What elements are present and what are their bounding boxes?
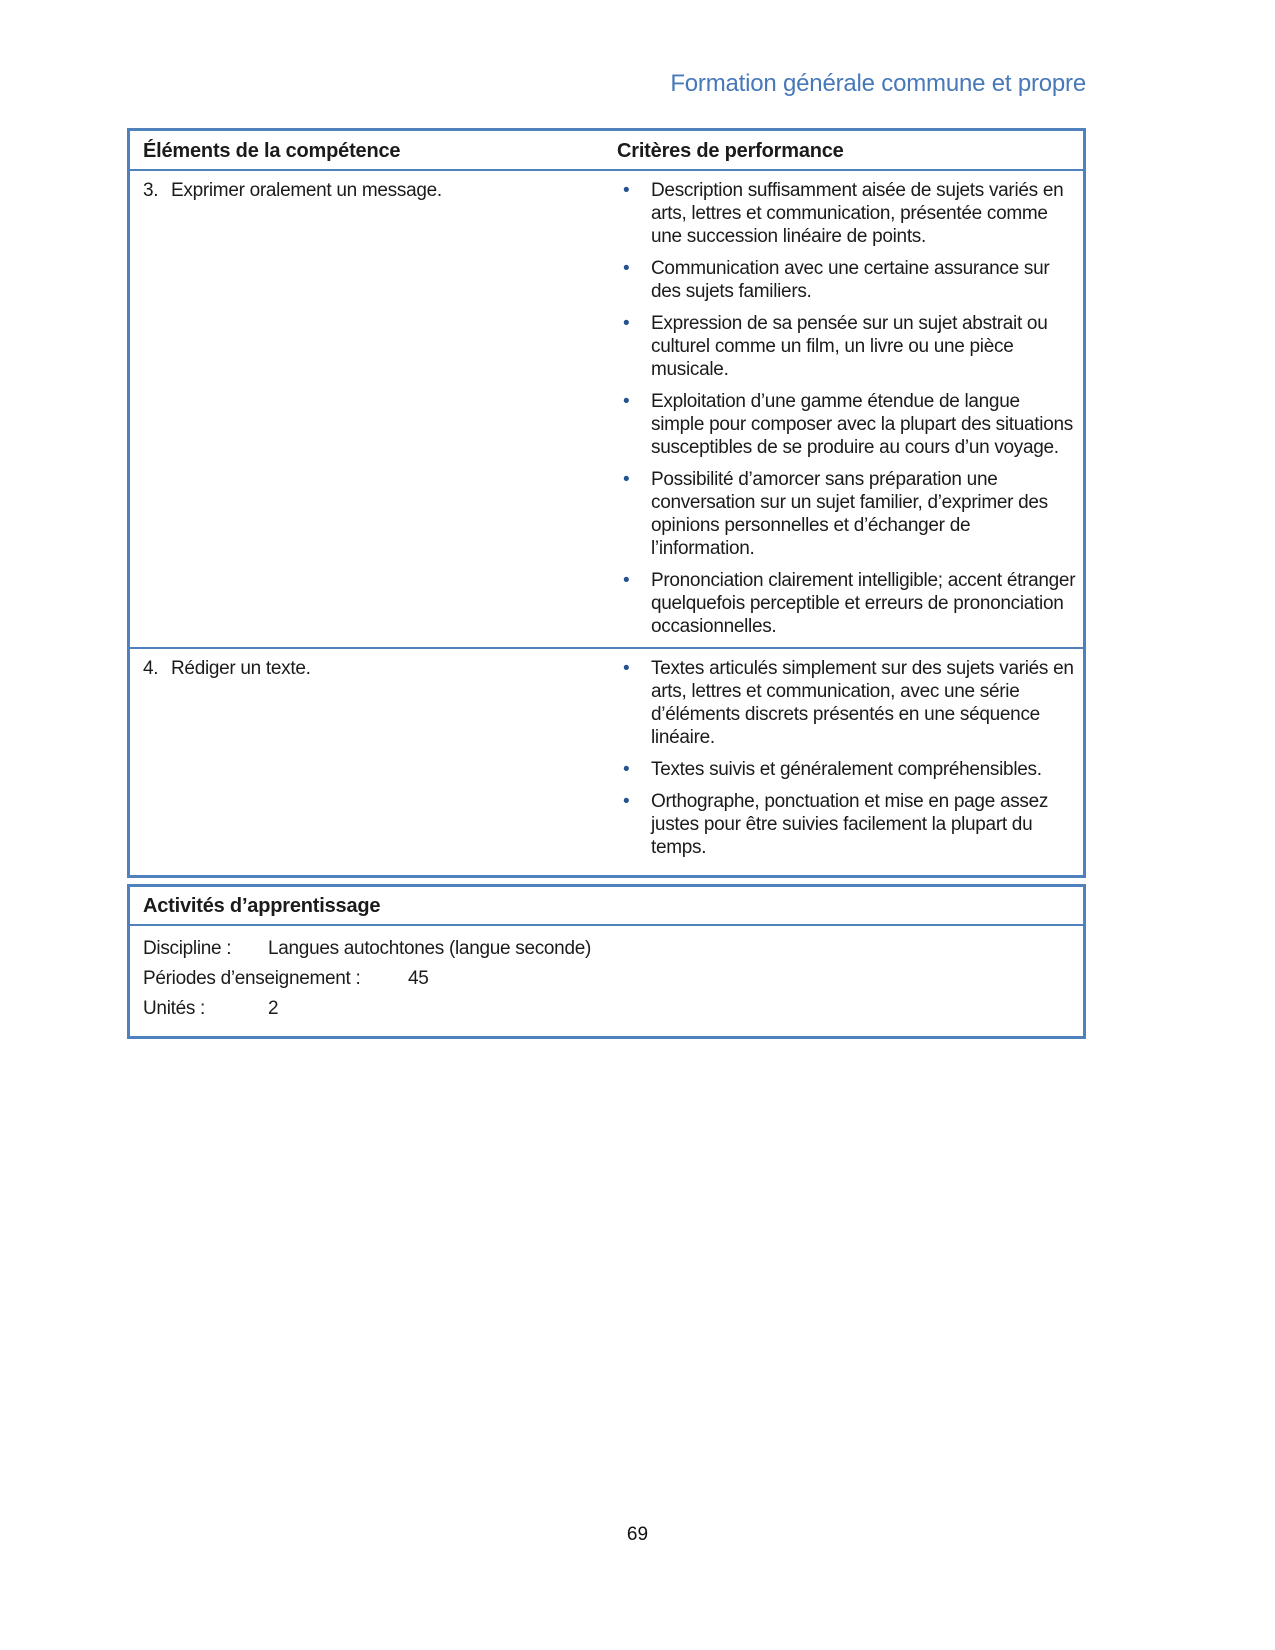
bullet-icon: • — [623, 391, 630, 412]
criteria-item — [623, 312, 1077, 381]
bullet-icon: • — [623, 180, 630, 201]
criteria-item — [623, 468, 1077, 560]
criteria-item — [623, 657, 1077, 749]
criteria-text: Possibilité d’amorcer sans préparation une conversation sur un sujet familier, d’exprimer des opinions personnelles et d’échanger de l’information. — [651, 469, 1048, 559]
competency-table-header-row — [130, 131, 1083, 171]
field-label: Unités : — [143, 998, 206, 1019]
criteria-text: Expression de sa pensée sur un sujet abstrait ou culturel comme un film, un livre ou une pièce musicale. — [651, 313, 1048, 380]
table-row — [130, 647, 1083, 875]
field-label: Périodes d’enseignement : — [143, 968, 361, 989]
criteria-cell — [611, 171, 1083, 647]
element-item — [143, 657, 601, 680]
element-item — [143, 179, 601, 202]
field-label: Discipline : — [143, 938, 232, 959]
element-text: Rédiger un texte. — [171, 658, 311, 679]
element-cell — [130, 171, 611, 647]
criteria-text: Exploitation d’une gamme étendue de langue simple pour composer avec la plupart des situations susceptibles de se produire au cours d’un voyage. — [651, 391, 1073, 458]
activities-body — [130, 926, 1083, 1036]
table-row — [130, 171, 1083, 647]
criteria-item — [623, 569, 1077, 638]
field-value: 45 — [408, 968, 429, 989]
competency-table — [127, 128, 1086, 878]
bullet-icon: • — [623, 570, 630, 591]
element-number: 4. — [143, 658, 159, 679]
field-value: 2 — [268, 998, 279, 1019]
criteria-text: Textes suivis et généralement compréhensibles. — [651, 759, 1042, 780]
criteria-item — [623, 179, 1077, 248]
bullet-icon: • — [623, 759, 630, 780]
criteria-text: Textes articulés simplement sur des sujets variés en arts, lettres et communication, avec une série d’éléments discrets présentés en une séquence linéaire. — [651, 658, 1074, 748]
criteria-text: Communication avec une certaine assurance sur des sujets familiers. — [651, 258, 1050, 302]
bullet-icon: • — [623, 658, 630, 679]
activities-field-unites — [143, 994, 1070, 1024]
criteria-item — [623, 390, 1077, 459]
bullet-icon: • — [623, 313, 630, 334]
criteria-cell — [611, 649, 1083, 875]
bullet-icon: • — [623, 791, 630, 812]
criteria-item — [623, 257, 1077, 303]
activities-header: Activités d’apprentissage — [130, 887, 1083, 926]
element-text: Exprimer oralement un message. — [171, 180, 442, 201]
element-cell — [130, 649, 611, 875]
bullet-icon: • — [623, 258, 630, 279]
bullet-icon: • — [623, 469, 630, 490]
field-value: Langues autochtones (langue seconde) — [268, 938, 592, 959]
criteria-item — [623, 790, 1077, 859]
activities-field-periodes — [143, 964, 1070, 994]
page-number: 69 — [626, 1524, 649, 1545]
activities-table — [127, 884, 1086, 1039]
criteria-text: Prononciation clairement intelligible; accent étranger quelquefois perceptible et erreurs de prononciation occasionnelles. — [651, 570, 1076, 637]
running-header: Formation générale commune et propre — [670, 70, 1086, 97]
document-content — [127, 0, 1086, 1039]
column-header-elements: Éléments de la compétence — [143, 140, 401, 162]
column-header-criteria: Critères de performance — [617, 140, 844, 162]
criteria-text: Description suffisamment aisée de sujets variés en arts, lettres et communication, présentée comme une succession linéaire de points. — [651, 180, 1064, 247]
element-number: 3. — [143, 180, 159, 201]
criteria-text: Orthographe, ponctuation et mise en page assez justes pour être suivies facilement la plupart du temps. — [651, 791, 1049, 858]
activities-field-discipline — [143, 934, 1070, 964]
criteria-item — [623, 758, 1077, 781]
